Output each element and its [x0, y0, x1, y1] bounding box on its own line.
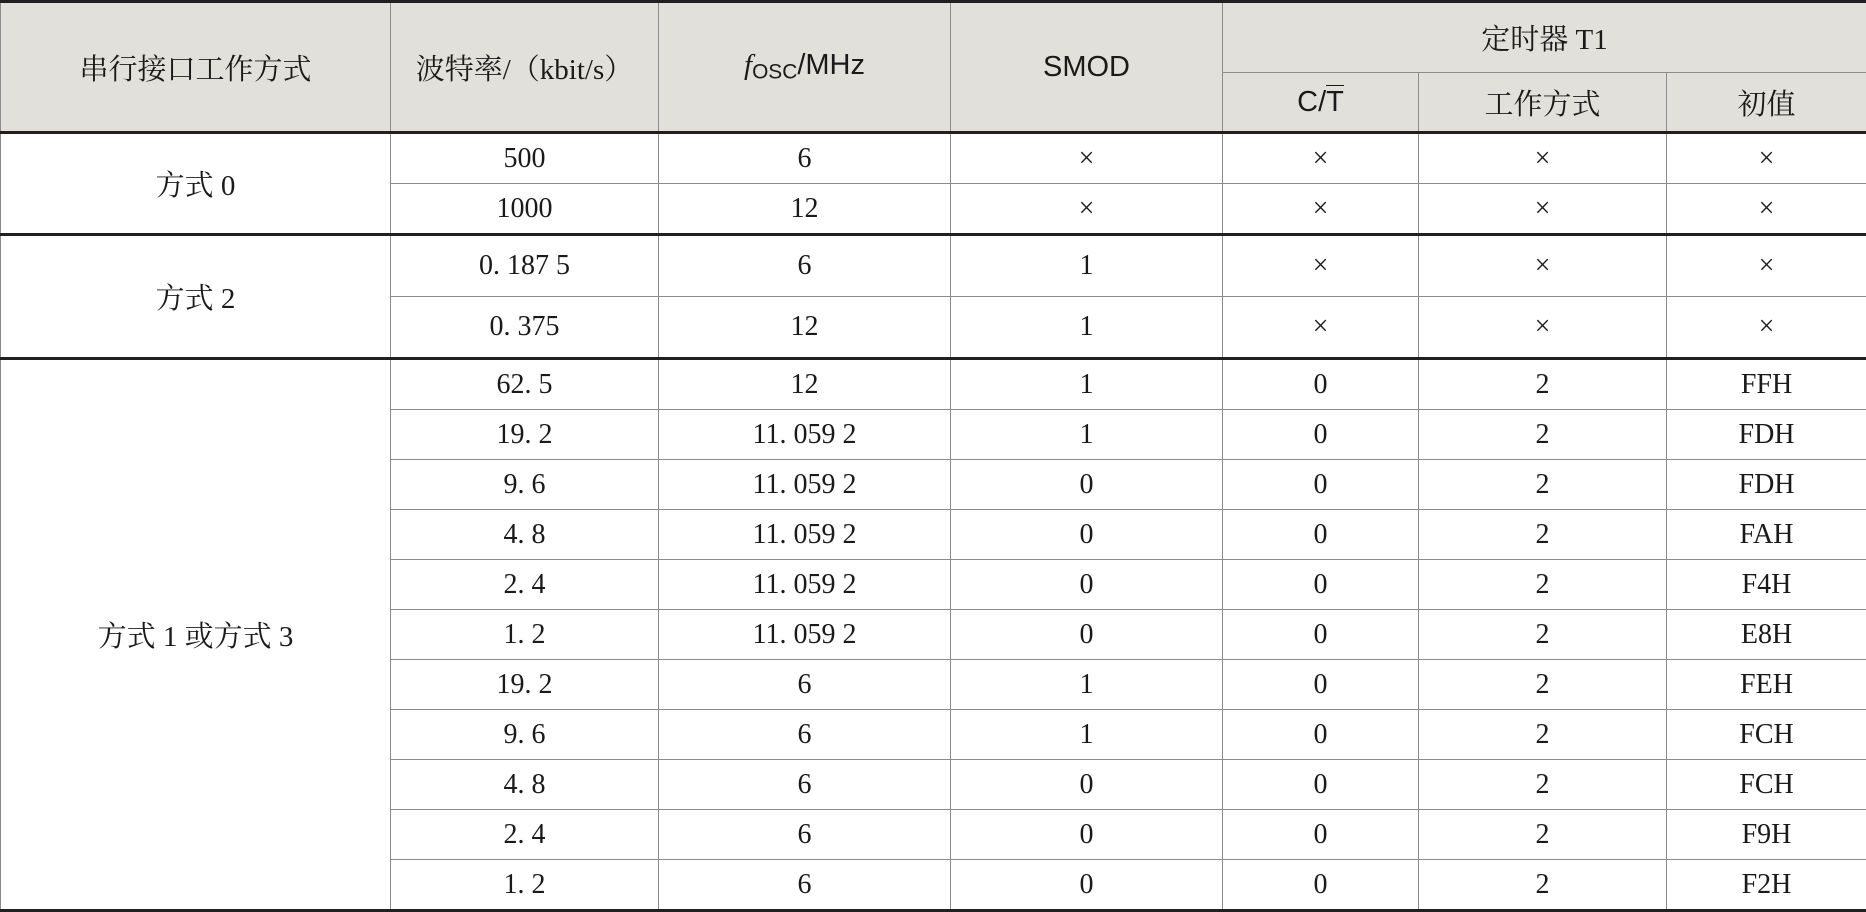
cell-init-value: FAH — [1667, 510, 1866, 560]
cell-baud: 4. 8 — [391, 760, 659, 810]
cell-fosc: 6 — [659, 760, 951, 810]
cell-fosc: 11. 059 2 — [659, 410, 951, 460]
cell-fosc: 12 — [659, 359, 951, 410]
cell-ct: 0 — [1223, 460, 1419, 510]
cell-smod: 1 — [951, 235, 1223, 297]
cell-baud: 2. 4 — [391, 560, 659, 610]
header-timer-t1: 定时器 T1 — [1223, 2, 1866, 73]
table-row — [1, 235, 1866, 297]
cell-smod: 0 — [951, 460, 1223, 510]
cell-smod: 0 — [951, 560, 1223, 610]
cell-fosc: 11. 059 2 — [659, 510, 951, 560]
cell-work-mode: × — [1419, 235, 1667, 297]
header-timer-work-mode: 工作方式 — [1419, 73, 1667, 133]
cell-work-mode: 2 — [1419, 410, 1667, 460]
cell-fosc: 6 — [659, 860, 951, 911]
cell-smod: 0 — [951, 510, 1223, 560]
cell-init-value: × — [1667, 235, 1866, 297]
cell-work-mode: 2 — [1419, 860, 1667, 911]
cell-work-mode: 2 — [1419, 510, 1667, 560]
cell-baud: 1. 2 — [391, 860, 659, 911]
cell-work-mode: 2 — [1419, 710, 1667, 760]
cell-work-mode: × — [1419, 184, 1667, 235]
header-initial-value: 初值 — [1667, 73, 1866, 133]
cell-work-mode: 2 — [1419, 460, 1667, 510]
header-ct-overbar: T — [1326, 85, 1344, 117]
header-fosc-subscript: OSC — [752, 61, 797, 84]
cell-work-mode: 2 — [1419, 359, 1667, 410]
cell-ct: 0 — [1223, 359, 1419, 410]
cell-smod: × — [951, 184, 1223, 235]
cell-ct: 0 — [1223, 610, 1419, 660]
cell-ct: 0 — [1223, 660, 1419, 710]
cell-work-mode: 2 — [1419, 660, 1667, 710]
mode-group-label: 方式 0 — [1, 133, 391, 235]
cell-work-mode: 2 — [1419, 560, 1667, 610]
header-counter-timer-select — [1223, 73, 1419, 133]
table-body — [1, 133, 1866, 911]
header-fosc-symbol: f — [744, 49, 752, 81]
cell-init-value: E8H — [1667, 610, 1866, 660]
cell-ct: 0 — [1223, 860, 1419, 911]
cell-smod: 1 — [951, 297, 1223, 359]
cell-baud: 62. 5 — [391, 359, 659, 410]
cell-ct: × — [1223, 184, 1419, 235]
cell-init-value: FEH — [1667, 660, 1866, 710]
cell-smod: 1 — [951, 660, 1223, 710]
cell-baud: 9. 6 — [391, 710, 659, 760]
cell-fosc: 11. 059 2 — [659, 460, 951, 510]
cell-fosc: 12 — [659, 184, 951, 235]
cell-init-value: FDH — [1667, 410, 1866, 460]
cell-init-value: FCH — [1667, 710, 1866, 760]
cell-init-value: F4H — [1667, 560, 1866, 610]
cell-init-value: × — [1667, 133, 1866, 184]
cell-baud: 0. 187 5 — [391, 235, 659, 297]
cell-fosc: 6 — [659, 660, 951, 710]
header-ct-text — [1297, 86, 1344, 118]
header-ct-prefix: C/ — [1297, 86, 1326, 118]
cell-smod: 1 — [951, 410, 1223, 460]
cell-init-value: FCH — [1667, 760, 1866, 810]
cell-smod: × — [951, 133, 1223, 184]
table-row — [1, 133, 1866, 184]
cell-fosc: 6 — [659, 235, 951, 297]
cell-fosc: 11. 059 2 — [659, 560, 951, 610]
cell-init-value: × — [1667, 184, 1866, 235]
cell-ct: × — [1223, 297, 1419, 359]
cell-smod: 1 — [951, 359, 1223, 410]
cell-smod: 0 — [951, 760, 1223, 810]
cell-init-value: F9H — [1667, 810, 1866, 860]
header-serial-mode: 串行接口工作方式 — [1, 2, 391, 133]
cell-fosc: 12 — [659, 297, 951, 359]
cell-work-mode: 2 — [1419, 610, 1667, 660]
cell-fosc: 6 — [659, 710, 951, 760]
cell-init-value: F2H — [1667, 860, 1866, 911]
cell-baud: 2. 4 — [391, 810, 659, 860]
mode-group-label: 方式 1 或方式 3 — [1, 359, 391, 911]
cell-ct: × — [1223, 133, 1419, 184]
cell-ct: 0 — [1223, 410, 1419, 460]
cell-baud: 19. 2 — [391, 660, 659, 710]
table-header — [1, 2, 1866, 133]
cell-work-mode: 2 — [1419, 760, 1667, 810]
cell-ct: 0 — [1223, 760, 1419, 810]
cell-baud: 9. 6 — [391, 460, 659, 510]
cell-smod: 0 — [951, 860, 1223, 911]
cell-smod: 0 — [951, 610, 1223, 660]
header-fosc-unit: /MHz — [797, 49, 865, 81]
header-fosc — [659, 2, 951, 133]
cell-baud: 0. 375 — [391, 297, 659, 359]
cell-baud: 19. 2 — [391, 410, 659, 460]
cell-fosc: 11. 059 2 — [659, 610, 951, 660]
cell-init-value: FFH — [1667, 359, 1866, 410]
cell-ct: 0 — [1223, 560, 1419, 610]
cell-baud: 1. 2 — [391, 610, 659, 660]
cell-fosc: 6 — [659, 133, 951, 184]
cell-work-mode: × — [1419, 297, 1667, 359]
header-smod: SMOD — [951, 2, 1223, 133]
header-row-primary — [1, 2, 1866, 73]
cell-baud: 500 — [391, 133, 659, 184]
table-row — [1, 359, 1866, 410]
cell-smod: 0 — [951, 810, 1223, 860]
cell-init-value: FDH — [1667, 460, 1866, 510]
cell-baud: 1000 — [391, 184, 659, 235]
cell-ct: × — [1223, 235, 1419, 297]
header-baud-rate: 波特率/（kbit/s） — [391, 2, 659, 133]
cell-ct: 0 — [1223, 810, 1419, 860]
cell-work-mode: 2 — [1419, 810, 1667, 860]
cell-ct: 0 — [1223, 710, 1419, 760]
cell-init-value: × — [1667, 297, 1866, 359]
cell-baud: 4. 8 — [391, 510, 659, 560]
cell-work-mode: × — [1419, 133, 1667, 184]
mode-group-label: 方式 2 — [1, 235, 391, 359]
cell-ct: 0 — [1223, 510, 1419, 560]
cell-fosc: 6 — [659, 810, 951, 860]
cell-smod: 1 — [951, 710, 1223, 760]
